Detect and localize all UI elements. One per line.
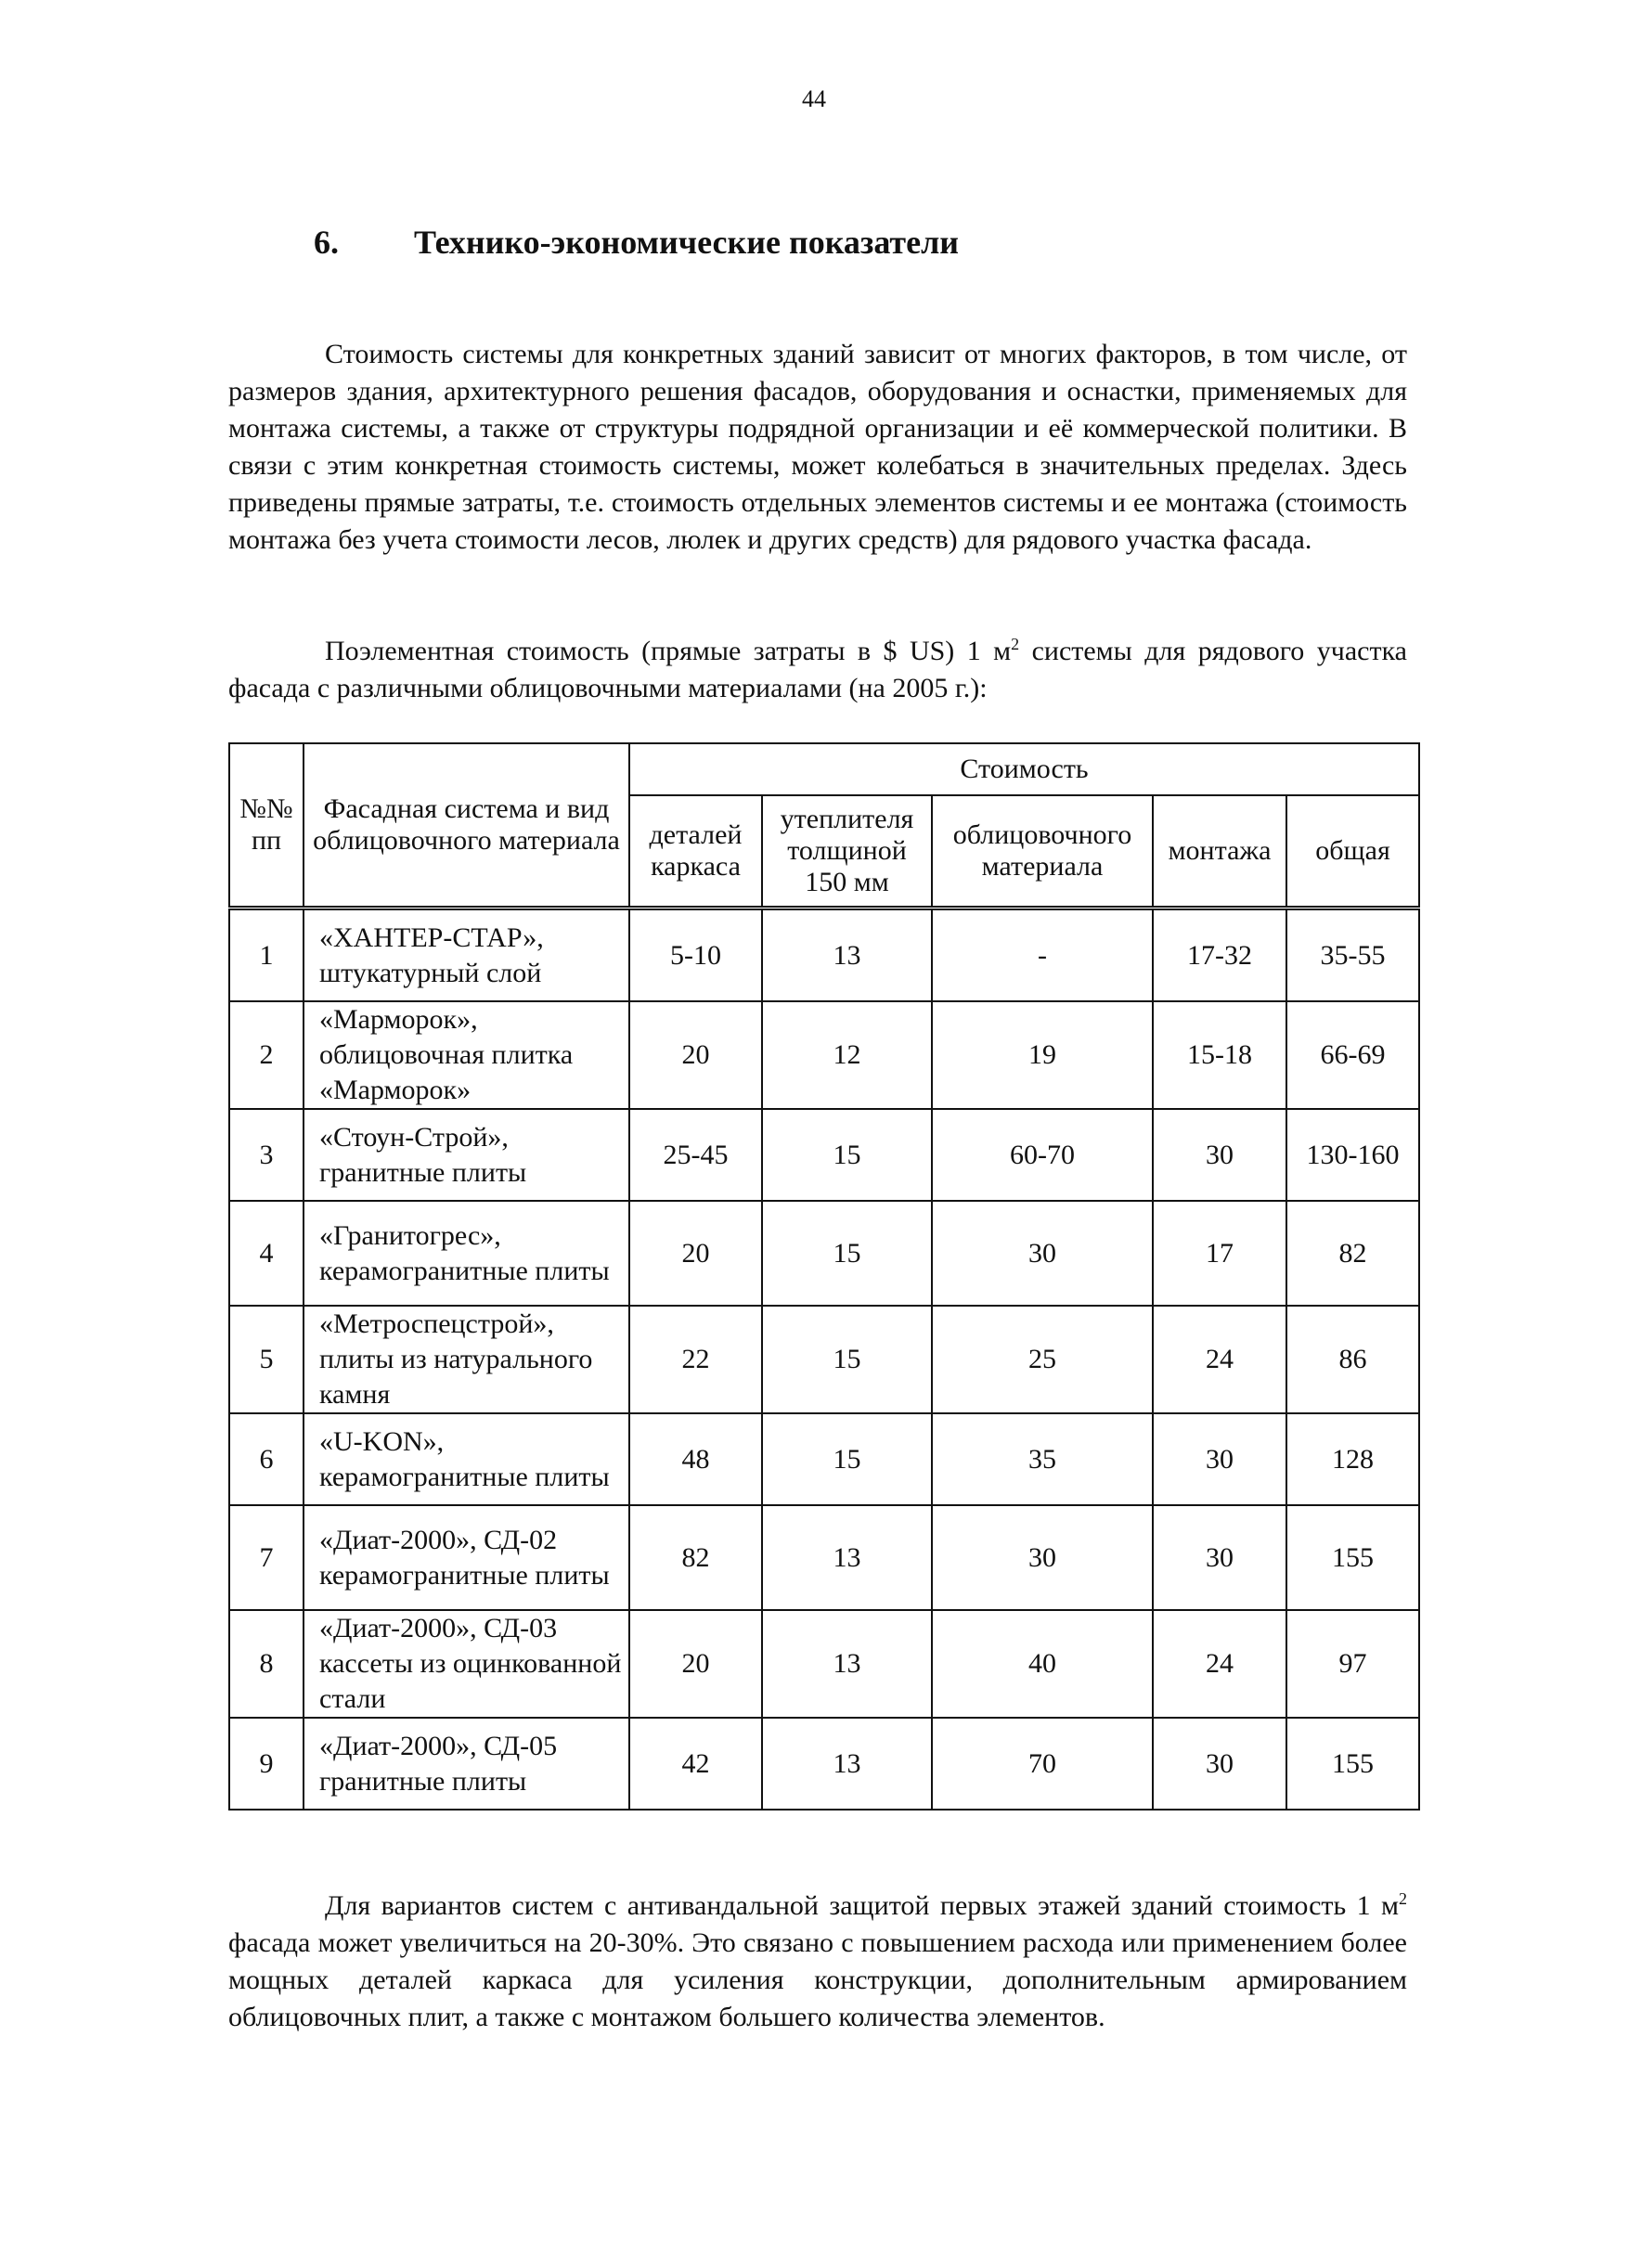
cell-frame: 48 <box>629 1413 762 1505</box>
cell-frame: 82 <box>629 1505 762 1610</box>
closing-superscript: 2 <box>1399 1889 1407 1908</box>
header-installation: монтажа <box>1153 795 1286 908</box>
cell-num: 5 <box>229 1306 304 1413</box>
page-number: 44 <box>802 85 826 112</box>
cell-system: «Стоун-Строй», гранитные плиты <box>304 1109 629 1201</box>
cell-installation: 30 <box>1153 1718 1286 1810</box>
header-insulation: утеплителя толщиной 150 мм <box>762 795 932 908</box>
caption-text-start: Поэлементная стоимость (прямые затраты в $ US) 1 м <box>325 636 1012 666</box>
section-number: 6. <box>314 224 339 261</box>
cell-installation: 30 <box>1153 1109 1286 1201</box>
cell-installation: 17 <box>1153 1201 1286 1306</box>
cell-system: «Диат-2000», СД-02 керамогранитные плиты <box>304 1505 629 1610</box>
cell-cladding: 60-70 <box>932 1109 1153 1201</box>
table-row <box>229 1001 1419 1109</box>
cell-frame: 20 <box>629 1001 762 1109</box>
header-total: общая <box>1286 795 1419 908</box>
cell-total: 82 <box>1286 1201 1419 1306</box>
cell-cladding: - <box>932 908 1153 1002</box>
header-system: Фасадная система и вид облицовочного материала <box>304 743 629 908</box>
cell-cladding: 25 <box>932 1306 1153 1413</box>
table-row <box>229 1201 1419 1306</box>
section-heading <box>314 223 959 262</box>
header-cost: Стоимость <box>629 743 1419 795</box>
caption-text-end: системы для рядового участка фасада с различными облицовочными материалами (на 2005 г.): <box>228 636 1408 703</box>
cell-system: «Метроспецстрой», плиты из натурального камня <box>304 1306 629 1413</box>
cell-insulation: 15 <box>762 1413 932 1505</box>
cell-total: 128 <box>1286 1413 1419 1505</box>
cell-frame: 20 <box>629 1610 762 1718</box>
header-cladding: облицовочного материала <box>932 795 1153 908</box>
cell-total: 86 <box>1286 1306 1419 1413</box>
cell-system: «Диат-2000», СД-03 кассеты из оцинкованной стали <box>304 1610 629 1718</box>
cell-frame: 5-10 <box>629 908 762 1002</box>
cell-cladding: 70 <box>932 1718 1153 1810</box>
table-row <box>229 1718 1419 1810</box>
cell-cladding: 35 <box>932 1413 1153 1505</box>
cell-system: «ХАНТЕР-СТАР», штукатурный слой <box>304 908 629 1002</box>
cell-insulation: 13 <box>762 1610 932 1718</box>
cell-total: 35-55 <box>1286 908 1419 1002</box>
cell-num: 9 <box>229 1718 304 1810</box>
cell-insulation: 13 <box>762 1718 932 1810</box>
cell-num: 4 <box>229 1201 304 1306</box>
intro-paragraph: Стоимость системы для конкретных зданий зависит от многих факторов, в том числе, от размеров здания, архитектурного решения фасадов, оборудования и оснастки, применяемых для монтажа системы, а также от структуры подрядной организации и её коммерческой политики. В связи с этим конкретная стоимость системы, может колебаться в значительных пределах. Здесь приведены прямые затраты, т.е. стоимость отдельных элементов системы и ее монтажа (стоимость монтажа без учета стоимости лесов, люлек и других средств) для рядового участка фасада. <box>228 339 1407 555</box>
header-num: №№ пп <box>229 743 304 908</box>
caption-superscript: 2 <box>1011 635 1020 653</box>
cell-frame: 22 <box>629 1306 762 1413</box>
cell-system: «U-KON», керамогранитные плиты <box>304 1413 629 1505</box>
section-title: Технико-экономические показатели <box>414 224 960 261</box>
cell-frame: 42 <box>629 1718 762 1810</box>
table-row <box>229 1505 1419 1610</box>
cell-installation: 24 <box>1153 1610 1286 1718</box>
table-row <box>229 1109 1419 1201</box>
cell-frame: 25-45 <box>629 1109 762 1201</box>
cell-installation: 15-18 <box>1153 1001 1286 1109</box>
cell-installation: 30 <box>1153 1413 1286 1505</box>
cell-insulation: 13 <box>762 1505 932 1610</box>
cell-num: 3 <box>229 1109 304 1201</box>
table-row <box>229 1413 1419 1505</box>
cell-num: 2 <box>229 1001 304 1109</box>
cell-frame: 20 <box>629 1201 762 1306</box>
cell-cladding: 40 <box>932 1610 1153 1718</box>
cell-insulation: 15 <box>762 1201 932 1306</box>
cell-insulation: 15 <box>762 1306 932 1413</box>
closing-text-end: фасада может увеличиться на 20-30%. Это связано с повышением расхода или применением более мощных деталей каркаса для усиления конструкции, дополнительным армированием облицовочных плит, а также с монтажом большего количества элементов. <box>228 1927 1407 2032</box>
cell-insulation: 13 <box>762 908 932 1002</box>
cell-installation: 17-32 <box>1153 908 1286 1002</box>
cell-installation: 24 <box>1153 1306 1286 1413</box>
header-frame: деталей каркаса <box>629 795 762 908</box>
cell-num: 8 <box>229 1610 304 1718</box>
closing-text-start: Для вариантов систем с антивандальной защитой первых этажей зданий стоимость 1 м <box>325 1890 1399 1921</box>
cell-cladding: 30 <box>932 1201 1153 1306</box>
table-caption <box>228 633 1407 707</box>
cell-installation: 30 <box>1153 1505 1286 1610</box>
cell-num: 6 <box>229 1413 304 1505</box>
cell-insulation: 15 <box>762 1109 932 1201</box>
cell-num: 7 <box>229 1505 304 1610</box>
cell-total: 155 <box>1286 1718 1419 1810</box>
cell-system: «Диат-2000», СД-05 гранитные плиты <box>304 1718 629 1810</box>
cell-total: 130-160 <box>1286 1109 1419 1201</box>
table-row <box>229 1306 1419 1413</box>
cell-total: 155 <box>1286 1505 1419 1610</box>
cost-table <box>228 742 1420 1811</box>
cell-total: 66-69 <box>1286 1001 1419 1109</box>
closing-paragraph <box>228 1888 1407 2036</box>
table-row <box>229 1610 1419 1718</box>
cell-system: «Гранитогрес», керамогранитные плиты <box>304 1201 629 1306</box>
table-row <box>229 908 1419 1002</box>
cell-num: 1 <box>229 908 304 1002</box>
cell-total: 97 <box>1286 1610 1419 1718</box>
cell-cladding: 19 <box>932 1001 1153 1109</box>
cell-insulation: 12 <box>762 1001 932 1109</box>
cell-system: «Марморок», облицовочная плитка «Марморок» <box>304 1001 629 1109</box>
cell-cladding: 30 <box>932 1505 1153 1610</box>
